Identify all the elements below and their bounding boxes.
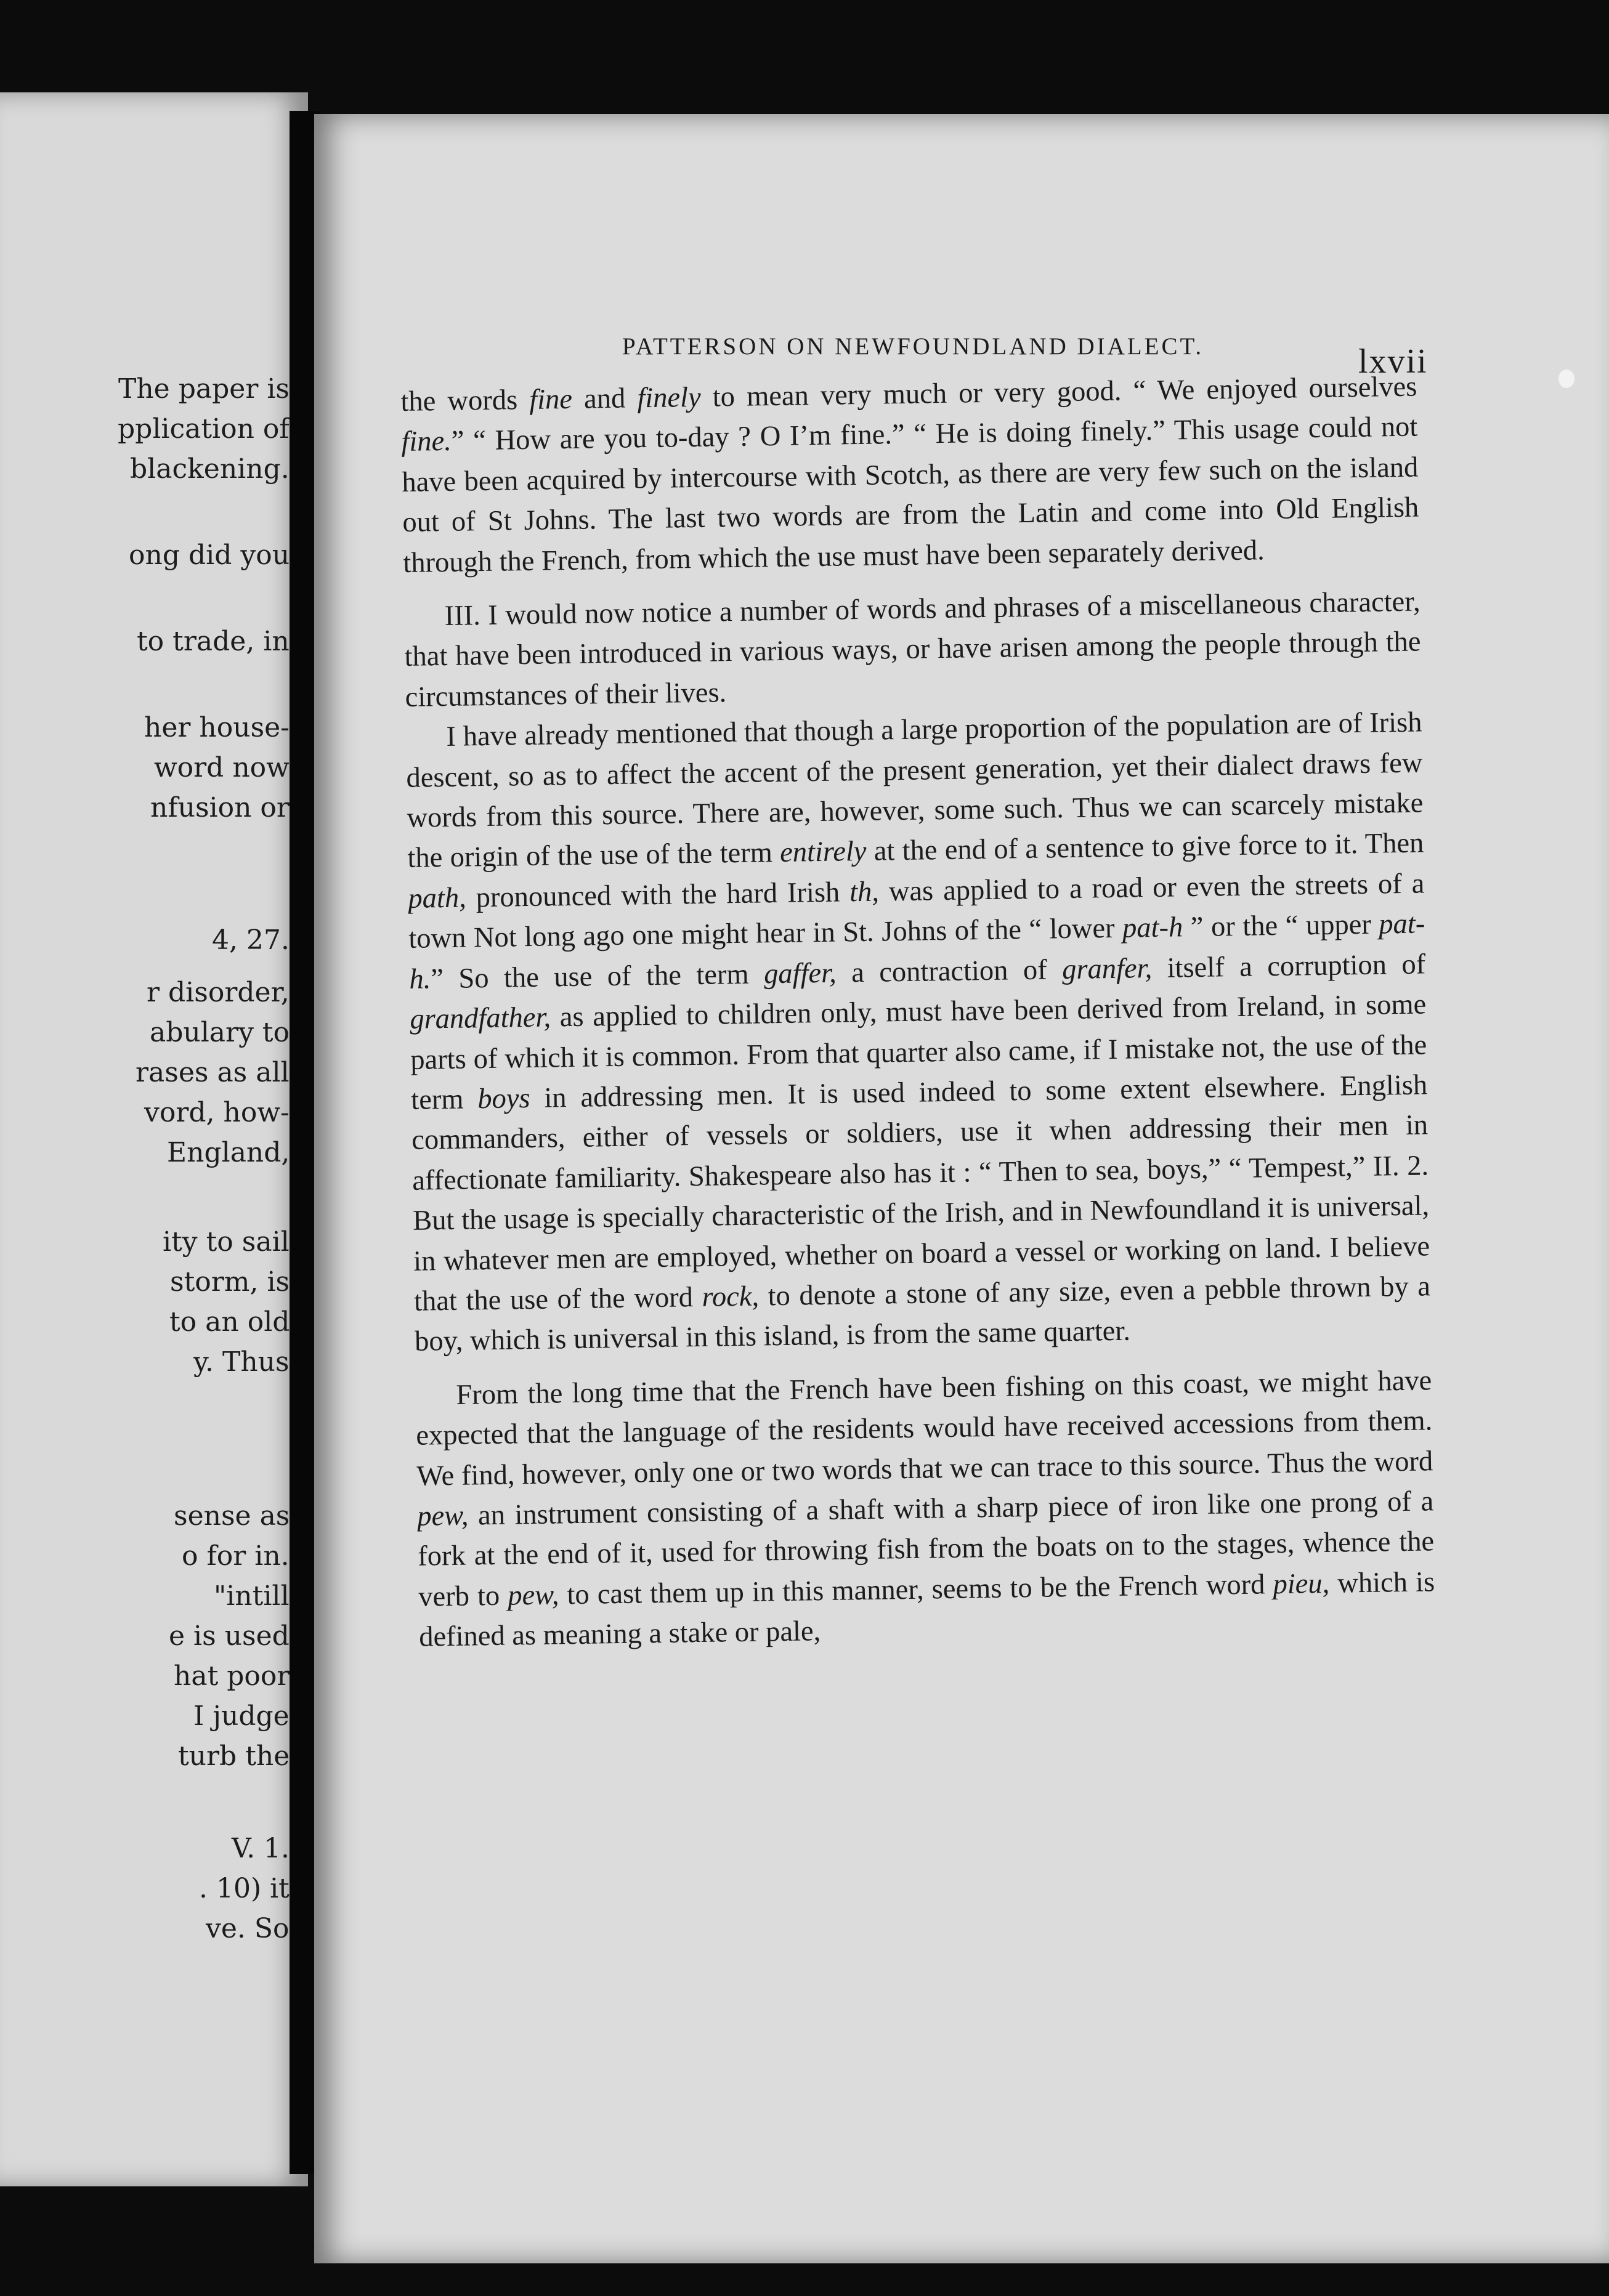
facing-page-line: y. Thus (193, 1346, 290, 1378)
facing-page-line: 4, 27. (212, 924, 290, 956)
running-head: PATTERSON ON NEWFOUNDLAND DIALECT. (622, 333, 1204, 360)
facing-page-line: V. 1. (232, 1833, 290, 1864)
facing-page-line: storm, is (170, 1266, 290, 1298)
text-run: From the long time that the French have been fishing on this coast, we might have expected that the language of the residents would have received accessions from them. We find, however, only one or two words that we can trace to this source. Thus the word (416, 1365, 1433, 1492)
italic-term: boys (477, 1082, 530, 1115)
facing-page-line: word now (154, 752, 290, 783)
text-run: which is defined as meaning a stake or pale, (418, 1566, 1435, 1653)
italic-term: rock, (702, 1280, 760, 1313)
italic-term: fine. (401, 426, 452, 458)
facing-page-line: ong did you (129, 540, 290, 571)
facing-page-line: England, (167, 1137, 290, 1168)
facing-page-line: ity to sail (163, 1226, 290, 1258)
facing-page-line: rases as all (136, 1057, 290, 1088)
text-run: III. I would now notice a number of words and phrases of a miscellaneous character, that have been introduced in various ways, or have arisen among the people through the circumstances of their lives. (404, 586, 1421, 713)
facing-page-line: ve. So (206, 1913, 290, 1944)
facing-page-line: blackening. (130, 453, 290, 485)
paragraph (405, 703, 1431, 1362)
italic-term: pieu, (1273, 1567, 1330, 1600)
text-run: and (572, 382, 638, 415)
paragraph (403, 582, 1422, 718)
facing-page-line: o for in. (182, 1540, 290, 1572)
text-run: to cast them up in this manner, seems to be the French word (558, 1568, 1273, 1611)
paragraph (415, 1360, 1436, 1657)
facing-page-line: I judge (193, 1700, 290, 1732)
page-number: lxvii (1358, 342, 1428, 381)
text-run: as applied to children only, must have been derived from Ireland, in some parts of which it is common. From that quarter also came, if I mistake not, the use of the term (410, 988, 1427, 1116)
italic-term: pew, (507, 1579, 559, 1612)
italic-term: entirely (779, 836, 867, 869)
italic-term: th, (849, 876, 880, 908)
text-run: a contraction of (836, 953, 1063, 989)
italic-term: grandfather, (409, 1001, 551, 1035)
facing-page-line: . 10) it (199, 1873, 290, 1904)
text-run: at the end of a sentence to give force to it. Then (866, 827, 1424, 868)
text-run: the words (400, 384, 530, 418)
italic-term: granfer, (1061, 952, 1153, 985)
text-run: ” So the use of the term (430, 958, 764, 995)
facing-page-line: abulary to (150, 1017, 290, 1048)
facing-page-line: "intill (214, 1580, 290, 1612)
facing-page-line: turb the (178, 1740, 290, 1772)
text-run: ” “ How are you to-day ? O I’m fine.” “ He is doing finely.” This usage could not have been acquired by intercourse with Scotch, as there are very few such on the island out of St Johns. The last two words are from the Latin and come into Old English through the French, from which the use must have been separately derived. (402, 411, 1419, 579)
text-run: I have already mentioned that though a large proportion of the population are of Irish descent, so as to affect the accent of the present generation, yet their dialect draws few words from this source. There are, however, some such. Thus we can scarcely mistake the origin of the use of the term (406, 706, 1424, 875)
facing-page-line: to trade, in (137, 626, 290, 657)
italic-term: finely (636, 381, 702, 414)
facing-page-line: r disorder, (147, 977, 290, 1008)
facing-page-fragment (0, 92, 308, 2186)
text-run: was applied to a road or even the streets of a town Not long ago one might hear in St. Johns of the “ lower (408, 868, 1425, 955)
text-run: ” or the “ upper (1182, 908, 1379, 944)
facing-page-line: e is used (169, 1620, 290, 1652)
text-run: to mean very much or very good. “ We enjoyed ourselves (700, 371, 1417, 413)
facing-page-line: vord, how- (144, 1097, 290, 1128)
italic-term: pat-h (1122, 912, 1183, 944)
facing-page-line: The paper is (118, 373, 290, 405)
facing-page-line: pplication of (118, 413, 290, 445)
body-text (400, 367, 1441, 1995)
scan-speck (1558, 370, 1575, 388)
text-run: itself a corruption of (1151, 948, 1426, 984)
italic-term: path, (408, 882, 467, 915)
facing-page-line: to an old (169, 1306, 290, 1338)
facing-page-line: hat poor (174, 1660, 290, 1692)
facing-page-line: nfusion or (150, 792, 290, 823)
text-run: to denote a stone of any size, even a pebble thrown by a boy, which is universal in this island, is from the same quarter. (414, 1271, 1431, 1358)
facing-page-line: sense as (174, 1500, 290, 1532)
text-run: pronounced with the hard Irish (466, 876, 850, 914)
italic-term: fine (529, 383, 573, 416)
italic-term: pew, (416, 1500, 469, 1532)
italic-term: gaffer, (763, 957, 837, 990)
facing-page-line: her house- (144, 712, 290, 743)
text-run: an instrument consisting of a shaft with a sharp piece of iron like one prong of a fork at the end of it, used for throwing fish from the boats on to the stages, whence the verb to (417, 1486, 1435, 1613)
italic-term: pat-h. (409, 908, 1425, 995)
text-run: in addressing men. It is used indeed to some extent elsewhere. English commanders, either of vessels or soldiers, use it when addressing their men in affectionate familiarity. Shakespeare also has it : “ Then to sea, boys,” “ Tempest,” II. 2. But the usage is specially characteristic of the Irish, and in Newfoundland it is universal, in whatever men are employed, whether on board a vessel or working on land. I believe that the use of the word (411, 1069, 1430, 1317)
paragraph (400, 367, 1420, 583)
